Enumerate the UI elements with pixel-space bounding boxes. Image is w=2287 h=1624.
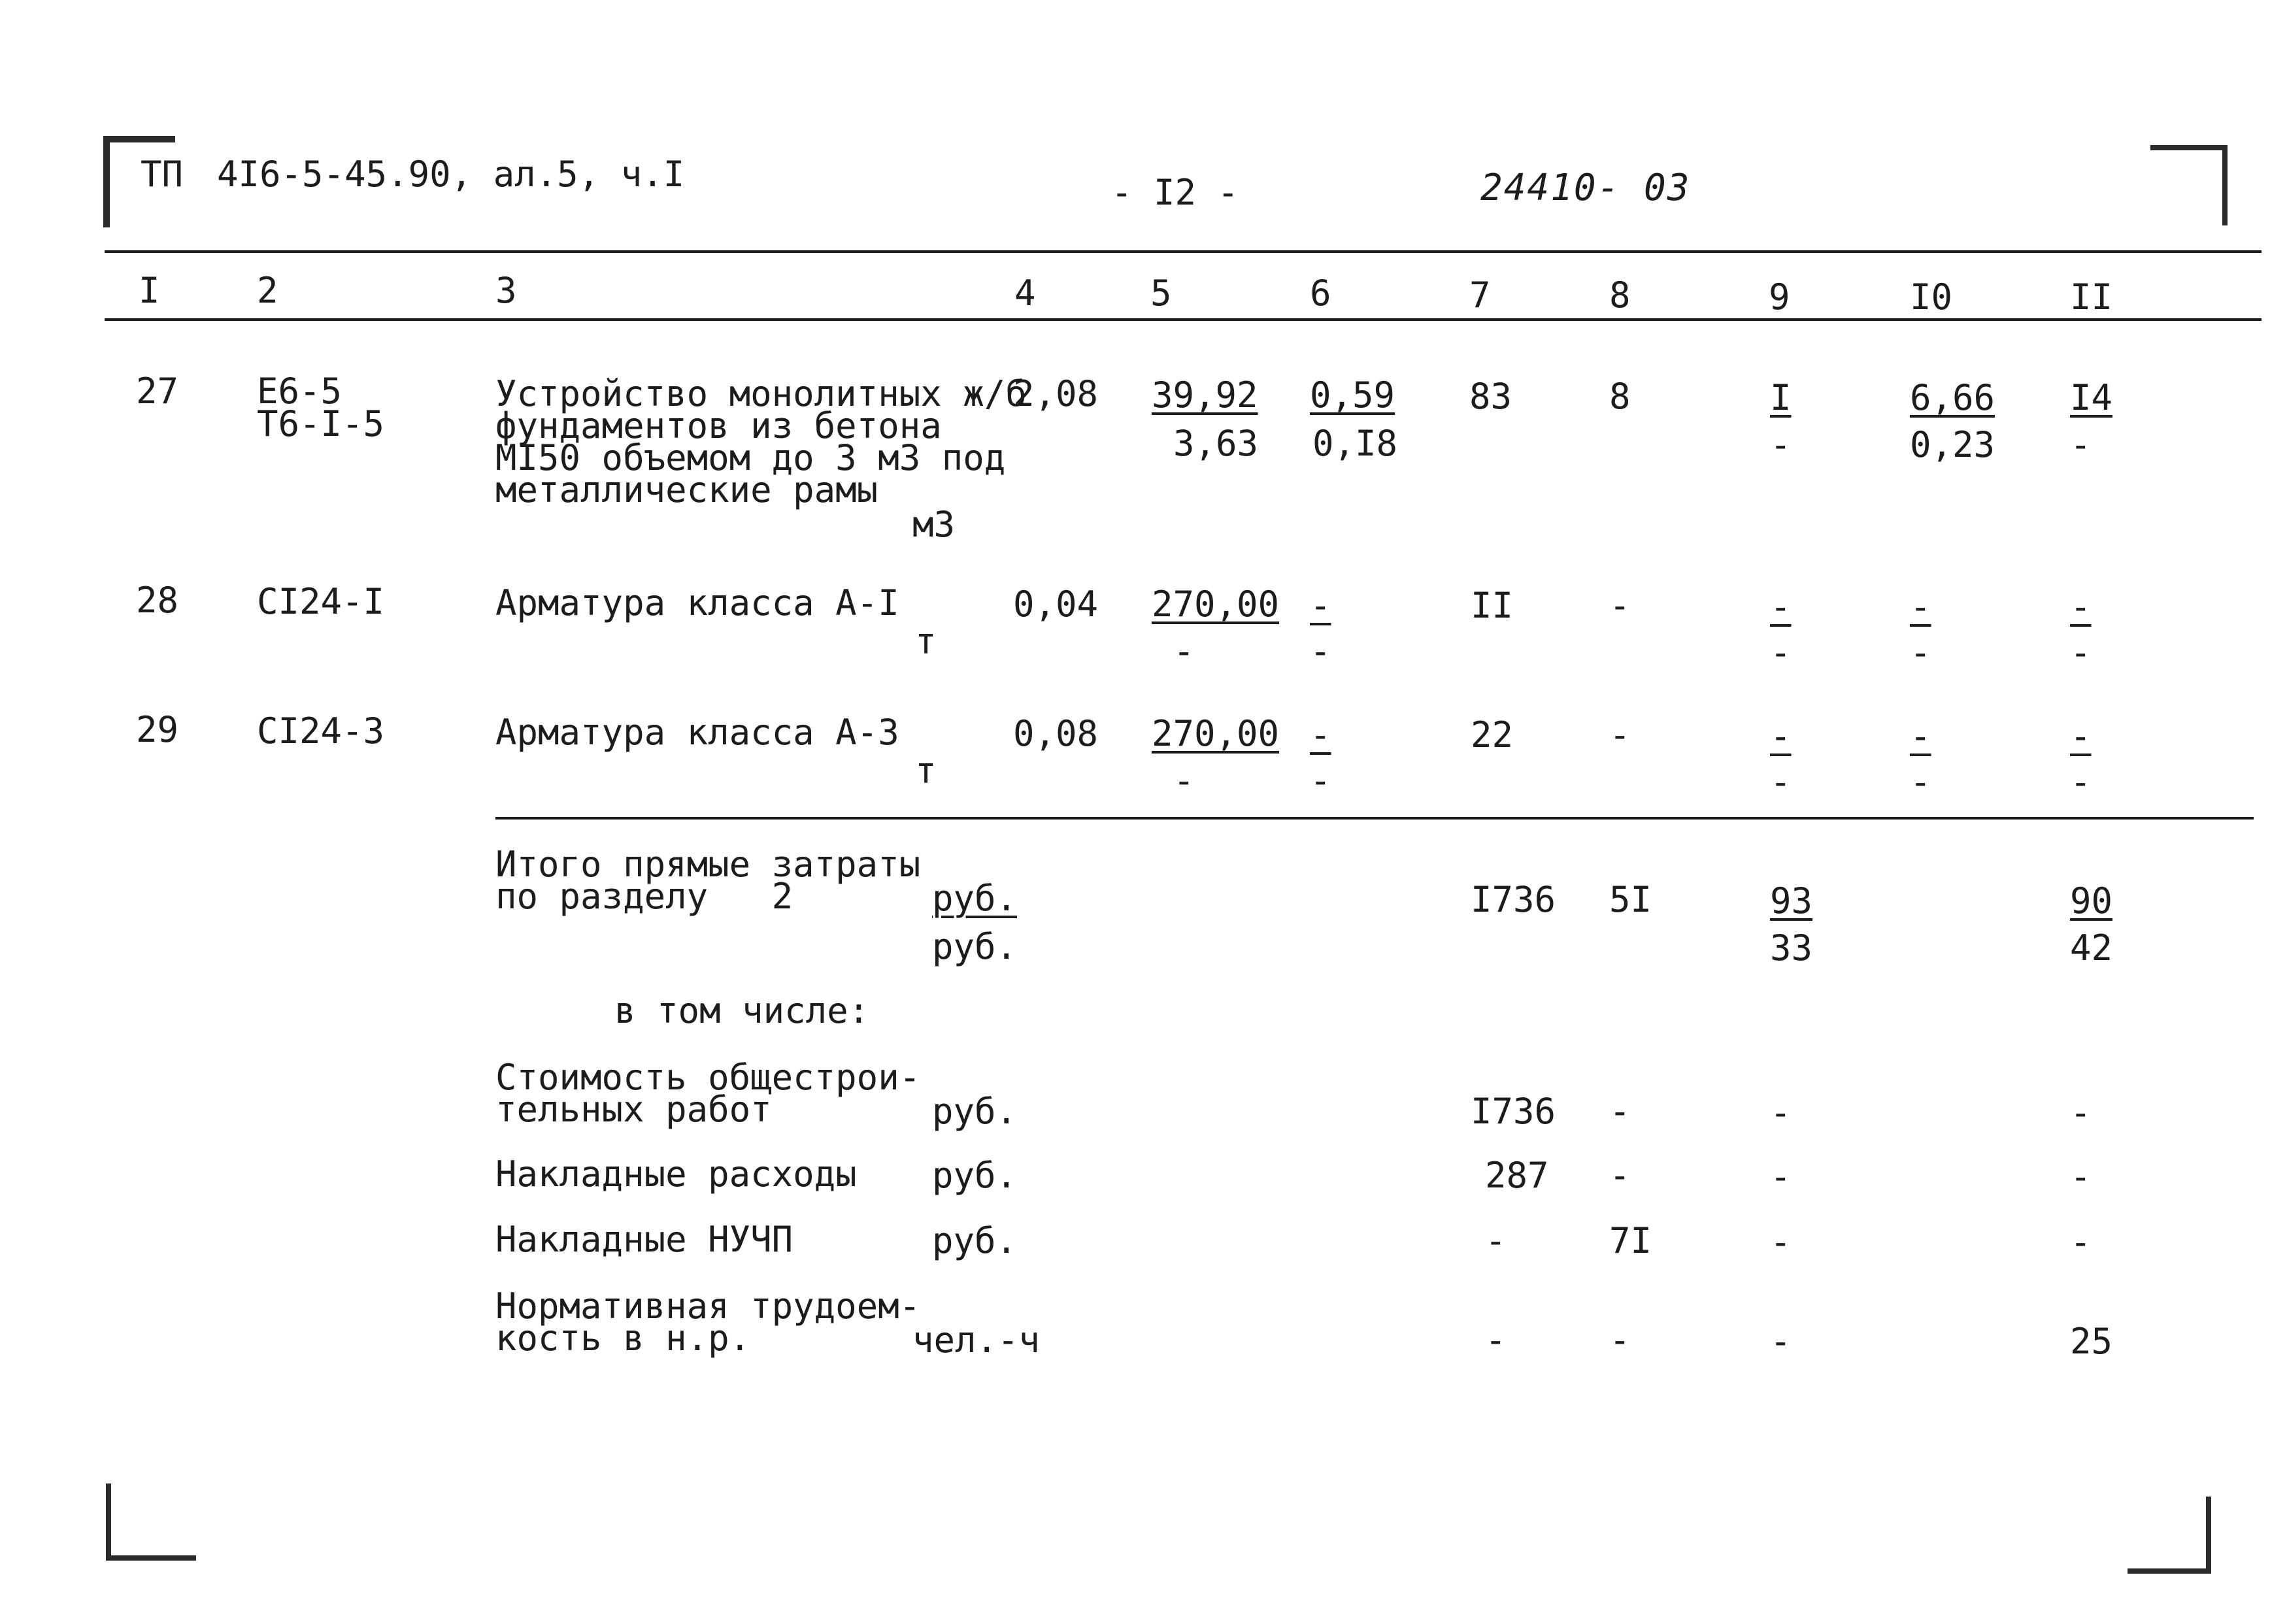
row-27-col-4: 2,08 — [1013, 373, 1099, 414]
row-29-col-8: - — [1609, 714, 1631, 755]
row-27-col-9-bottom: - — [1770, 424, 1792, 465]
row-29-col-7: 22 — [1471, 714, 1514, 755]
row-29-col-10-bottom: - — [1910, 761, 1931, 803]
breakdown-3-label-line-1: Накладные НУЧП — [495, 1219, 793, 1260]
corner-bracket-bottom-left — [106, 1483, 196, 1561]
breakdown-2-col-11: - — [2070, 1156, 2092, 1197]
row-28-col-10-bottom: - — [1910, 632, 1931, 673]
row-28-col-9-top: - — [1770, 586, 1792, 627]
including-label: в том числе: — [614, 990, 870, 1031]
row-29-col-11-bottom: - — [2070, 761, 2092, 803]
breakdown-1-label-line-1: Стоимость общестрои- — [495, 1057, 921, 1098]
row-28-col-7: II — [1471, 585, 1514, 626]
breakdown-3-unit: руб. — [932, 1220, 1018, 1261]
row-27-col-9-top: I — [1770, 377, 1792, 418]
breakdown-4-col-7: - — [1485, 1319, 1507, 1361]
breakdown-4-col-11: 25 — [2070, 1321, 2113, 1362]
row-29-col-5-bottom: - — [1173, 760, 1195, 801]
row-27-col-5-bottom: 3,63 — [1173, 423, 1259, 464]
col-header-8: 8 — [1609, 274, 1631, 316]
row-27-desc-line-3: МI50 объемом до 3 м3 под — [495, 437, 1006, 478]
col-header-7: 7 — [1469, 274, 1491, 316]
row-29-col-11-top: - — [2070, 716, 2092, 757]
col-header-3: 3 — [495, 270, 517, 311]
row-28-col-10-top: - — [1910, 586, 1931, 627]
breakdown-3-col-11: - — [2070, 1221, 2092, 1263]
breakdown-1-col-9: - — [1770, 1092, 1792, 1133]
row-28-col-11-bottom: - — [2070, 632, 2092, 673]
row-29-col-9-top: - — [1770, 716, 1792, 757]
row-27-number: 27 — [136, 371, 179, 412]
row-27-desc-line-4: металлические рамы — [495, 469, 878, 510]
breakdown-4-col-9: - — [1770, 1321, 1792, 1362]
doc-code: ТП — [141, 154, 184, 195]
row-28-col-4: 0,04 — [1013, 584, 1099, 625]
inventory-number: 24410- 03 — [1480, 167, 1691, 209]
totals-unit-top: руб. — [932, 878, 1018, 919]
row-27-col-10-bottom: 0,23 — [1910, 424, 1995, 465]
breakdown-2-label-line-1: Накладные расходы — [495, 1153, 857, 1195]
breakdown-3-col-9: - — [1770, 1221, 1792, 1263]
totals-col-7: I736 — [1471, 879, 1556, 920]
row-28-code: СI24-I — [257, 581, 385, 622]
col-header-1: I — [139, 270, 160, 311]
row-29-col-5-top: 270,00 — [1152, 713, 1280, 754]
row-27-code-line-1: Е6-5 — [257, 371, 342, 412]
totals-label-line-2: по разделу 2 — [495, 876, 793, 917]
col-header-4: 4 — [1014, 273, 1036, 314]
totals-label-line-1: Итого прямые затраты — [495, 844, 921, 885]
row-29-code: СI24-3 — [257, 710, 385, 752]
breakdown-1-label-line-2: тельных работ — [495, 1089, 772, 1130]
row-29-number: 29 — [136, 709, 179, 750]
row-27-unit: м3 — [912, 504, 956, 545]
row-27-col-7: 83 — [1469, 376, 1512, 417]
totals-col-9-bottom: 33 — [1770, 927, 1813, 969]
breakdown-1-col-7: I736 — [1471, 1091, 1556, 1132]
col-header-10: I0 — [1910, 276, 1953, 318]
row-28-unit: т — [915, 621, 937, 662]
row-27-desc-line-1: Устройство монолитных ж/б — [495, 373, 1027, 414]
row-27-col-6-bottom: 0,I8 — [1312, 423, 1398, 464]
breakdown-4-label-line-2: кость в н.р. — [495, 1317, 751, 1359]
breakdown-2-col-7: 287 — [1485, 1155, 1549, 1196]
totals-col-8: 5I — [1609, 879, 1652, 920]
page-number: - I2 - — [1111, 172, 1239, 213]
row-28-col-9-bottom: - — [1770, 632, 1792, 673]
breakdown-1-unit: руб. — [932, 1091, 1018, 1132]
row-28-number: 28 — [136, 580, 179, 621]
row-27-col-11-bottom: - — [2070, 424, 2092, 465]
row-28-desc: Арматура класса А-I — [495, 582, 899, 623]
row-27-code-line-2: Т6-I-5 — [257, 403, 385, 444]
col-header-11: II — [2070, 276, 2113, 318]
breakdown-3-col-7: - — [1485, 1220, 1507, 1261]
breakdown-4-col-8: - — [1609, 1319, 1631, 1361]
breakdown-2-unit: руб. — [932, 1155, 1018, 1196]
breakdown-4-label-line-1: Нормативная трудоем- — [495, 1285, 921, 1327]
row-29-col-6-bottom: - — [1310, 760, 1331, 801]
totals-unit-bottom: руб. — [932, 926, 1018, 967]
row-28-col-5-bottom: - — [1173, 631, 1195, 672]
row-29-col-4: 0,08 — [1013, 713, 1099, 754]
row-29-col-6-top: - — [1310, 714, 1331, 755]
row-27-desc-line-2: фундаментов из бетона — [495, 405, 942, 446]
row-29-col-9-bottom: - — [1770, 761, 1792, 803]
breakdown-2-col-8: - — [1609, 1155, 1631, 1196]
header-rule-top — [105, 250, 2262, 253]
row-28-col-6-top: - — [1310, 585, 1331, 626]
row-27-col-6-top: 0,59 — [1310, 374, 1395, 416]
corner-bracket-bottom-right — [2128, 1497, 2211, 1574]
row-27-col-11-top: I4 — [2070, 377, 2113, 418]
col-header-5: 5 — [1150, 273, 1172, 314]
row-27-col-8: 8 — [1609, 376, 1631, 417]
doc-reference: 4I6-5-45.90, ал.5, ч.I — [217, 154, 685, 195]
row-29-col-10-top: - — [1910, 716, 1931, 757]
row-28-col-11-top: - — [2070, 586, 2092, 627]
totals-rule — [495, 817, 2254, 820]
breakdown-1-col-11: - — [2070, 1092, 2092, 1133]
breakdown-1-col-8: - — [1609, 1091, 1631, 1132]
totals-col-11-top: 90 — [2070, 880, 2113, 921]
corner-bracket-top-right — [2150, 145, 2228, 225]
totals-col-11-bottom: 42 — [2070, 927, 2113, 969]
breakdown-3-col-8: 7I — [1609, 1220, 1652, 1261]
row-27-col-10-top: 6,66 — [1910, 377, 1995, 418]
row-28-col-8: - — [1609, 585, 1631, 626]
row-27-col-5-top: 39,92 — [1152, 374, 1258, 416]
breakdown-4-unit: чел.-ч — [912, 1319, 1041, 1361]
row-28-col-6-bottom: - — [1310, 631, 1331, 672]
row-29-unit: т — [915, 750, 937, 791]
totals-col-9-top: 93 — [1770, 880, 1813, 921]
header-rule-bottom — [105, 318, 2262, 321]
col-header-6: 6 — [1310, 273, 1331, 314]
breakdown-2-col-9: - — [1770, 1156, 1792, 1197]
col-header-2: 2 — [257, 270, 278, 311]
col-header-9: 9 — [1769, 276, 1790, 318]
row-28-col-5-top: 270,00 — [1152, 584, 1280, 625]
row-29-desc: Арматура класса А-3 — [495, 712, 899, 753]
